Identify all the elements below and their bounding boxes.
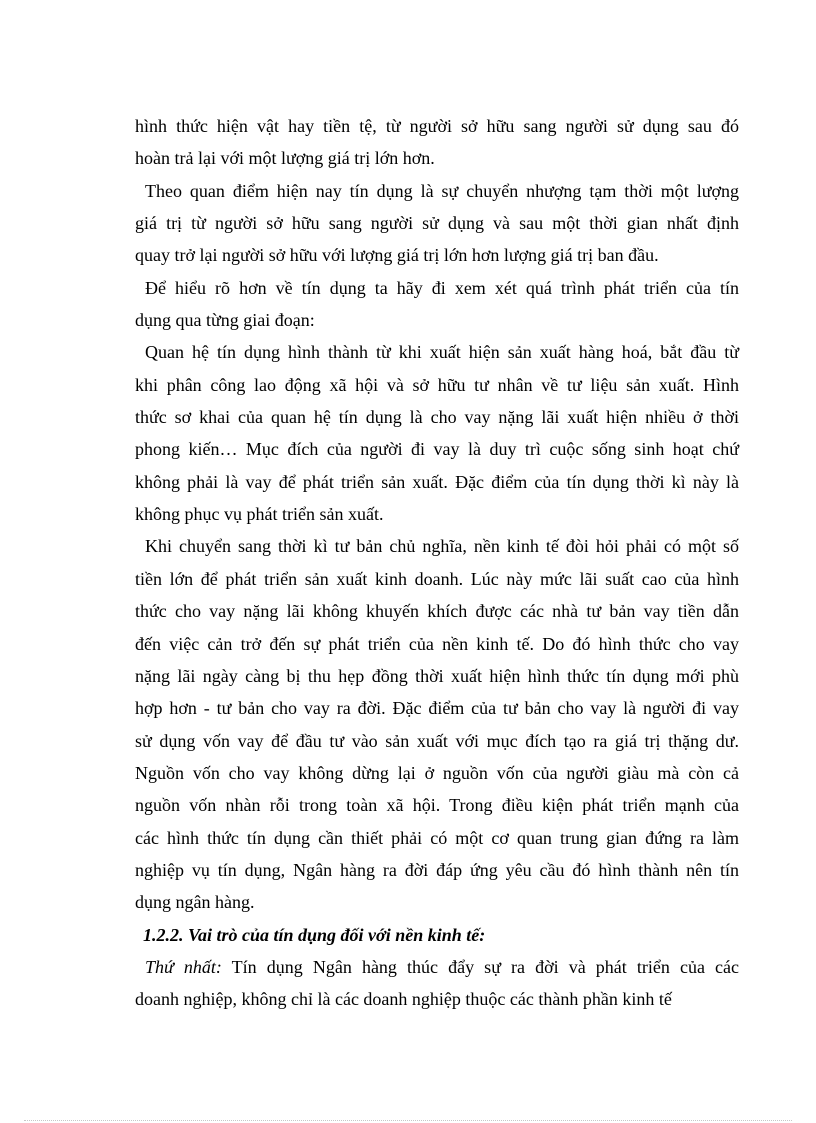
text-line: nghiệp vụ tín dụng, Ngân hàng ra đời đáp ứng yêu cầu đó hình thành nên tín xyxy=(135,859,739,880)
paragraph-text: Tín dụng Ngân hàng thúc đẩy sự ra đời và phát triển của các xyxy=(221,956,739,977)
paragraph-lead: Thứ nhất: xyxy=(145,956,222,977)
body-text xyxy=(135,110,739,1016)
text-line: thức sơ khai của quan hệ tín dụng là cho vay nặng lãi xuất hiện nhiều ở thời xyxy=(135,407,739,428)
text-line: tiền lớn để phát triển sản xuất kinh doanh. Lúc này mức lãi suất cao của hình xyxy=(135,568,739,589)
section-heading: 1.2.2. Vai trò của tín dụng đối với nền kinh tế: xyxy=(143,924,486,945)
text-line: Nguồn vốn cho vay không dừng lại ở nguồn vốn của người giàu mà còn cả xyxy=(135,762,739,783)
text-line: không phục vụ phát triển sản xuất. xyxy=(135,504,384,525)
text-line: không phải là vay để phát triển sản xuất. Đặc điểm của tín dụng thời kì này là xyxy=(135,471,739,492)
text-line: Quan hệ tín dụng hình thành từ khi xuất hiện sản xuất hàng hoá, bắt đầu từ xyxy=(145,342,739,363)
text-line: Khi chuyển sang thời kì tư bản chủ nghĩa, nền kinh tế đòi hỏi phải có một số xyxy=(145,536,739,557)
text-line: dụng ngân hàng. xyxy=(135,892,255,913)
text-line: Để hiểu rõ hơn về tín dụng ta hãy đi xem xét quá trình phát triển của tín xyxy=(145,277,739,298)
text-line: doanh nghiệp, không chỉ là các doanh nghiệp thuộc các thành phần kinh tế xyxy=(135,989,672,1010)
text-line: hoàn trả lại với một lượng giá trị lớn hơn. xyxy=(135,148,435,169)
text-line: hình thức hiện vật hay tiền tệ, từ người sở hữu sang người sử dụng sau đó xyxy=(135,116,739,136)
text-line: đến việc cản trở đến sự phát triển của nền kinh tế. Do đó hình thức cho vay xyxy=(135,633,739,654)
text-line: nặng lãi ngày càng bị thu hẹp đồng thời xuất hiện hình thức tín dụng mới phù xyxy=(135,665,739,686)
text-line: phong kiến… Mục đích của người đi vay là duy trì cuộc sống sinh hoạt chứ xyxy=(135,439,739,460)
text-line: dụng qua từng giai đoạn: xyxy=(135,310,315,331)
text-line xyxy=(135,951,739,983)
page-bottom-rule xyxy=(24,1120,792,1121)
text-line: thức cho vay nặng lãi không khuyến khích được các nhà tư bản vay tiền dẫn xyxy=(135,601,739,622)
text-line: các hình thức tín dụng cần thiết phải có một cơ quan trung gian đứng ra làm xyxy=(135,827,739,848)
text-line: giá trị từ người sở hữu sang người sử dụng và sau một thời gian nhất định xyxy=(135,213,739,234)
text-line: sử dụng vốn vay để đầu tư vào sản xuất với mục đích tạo ra giá trị thặng dư. xyxy=(135,730,739,751)
text-line: Theo quan điểm hiện nay tín dụng là sự chuyển nhượng tạm thời một lượng xyxy=(145,180,739,201)
text-line: khi phân công lao động xã hội và sở hữu tư nhân về tư liệu sản xuất. Hình xyxy=(135,374,739,395)
text-line: hợp hơn - tư bản cho vay ra đời. Đặc điểm của tư bản cho vay là người đi vay xyxy=(135,698,739,719)
text-line: nguồn vốn nhàn rỗi trong toàn xã hội. Trong điều kiện phát triển mạnh của xyxy=(135,795,739,816)
text-line: quay trở lại người sở hữu với lượng giá trị lớn hơn lượng giá trị ban đầu. xyxy=(135,245,659,266)
